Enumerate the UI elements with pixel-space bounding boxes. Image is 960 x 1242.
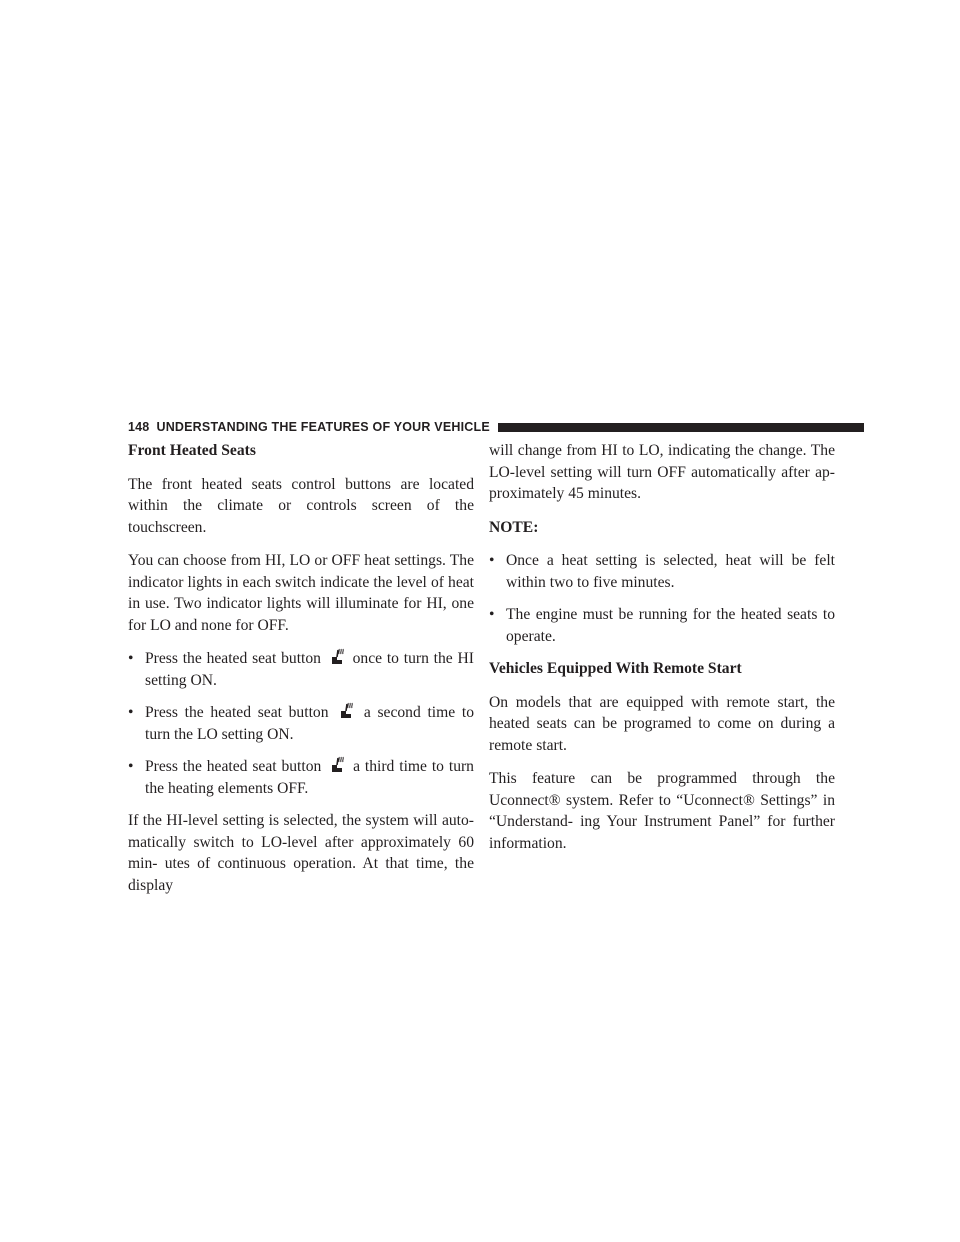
- list-item: [128, 756, 474, 799]
- bullet-text-before: Press the heated seat button: [145, 704, 329, 721]
- heated-seat-icon: [328, 648, 346, 666]
- list-item: [489, 604, 835, 647]
- left-column: [128, 440, 474, 908]
- list-item: [128, 648, 474, 691]
- bullet-icon: •: [128, 650, 134, 667]
- note-list: [489, 550, 835, 647]
- paragraph: This feature can be programmed through the Uconnect® system. Refer to “Uconnect® Settings” in “Understand- ing Your Instrument Panel” for further information.: [489, 770, 835, 852]
- right-column: [489, 440, 835, 866]
- header-rule: [498, 423, 864, 432]
- heading-remote-start: Vehicles Equipped With Remote Start: [489, 660, 742, 677]
- paragraph: You can choose from HI, LO or OFF heat settings. The indicator lights in each switch indicate the level of heat in use. Two indicator lights will illuminate for HI, one for LO and none for OFF.: [128, 552, 474, 634]
- bullet-text-after: once to turn the HI setting ON.: [145, 650, 474, 689]
- list-item: [128, 702, 474, 745]
- bullet-icon: •: [489, 606, 495, 623]
- bullet-text-before: Press the heated seat button: [145, 758, 322, 775]
- paragraph: will change from HI to LO, indicating the change. The LO-level setting will turn OFF automatically after ap- proximately 45 minutes.: [489, 442, 835, 502]
- bullet-icon: •: [128, 704, 134, 721]
- note-label: NOTE:: [489, 518, 539, 536]
- bullet-text-after: a second time to turn the LO setting ON.: [145, 704, 474, 743]
- paragraph: The front heated seats control buttons are located within the climate or controls screen of the touchscreen.: [128, 475, 474, 536]
- bullet-icon: •: [489, 552, 495, 569]
- paragraph: If the HI-level setting is selected, the system will auto- matically switch to LO-level after approximately 60 min- utes of continuous operation. At that time, the display: [128, 812, 474, 894]
- page-number: 148: [128, 420, 150, 434]
- page-header: [128, 419, 864, 435]
- paragraph: On models that are equipped with remote start, the heated seats can be programed to come on during a remote start.: [489, 693, 835, 754]
- heading-front-heated-seats: Front Heated Seats: [128, 442, 256, 459]
- list-item: [489, 550, 835, 593]
- bullet-text-after: a third time to turn the heating elements OFF.: [145, 758, 474, 797]
- bullet-text-before: Press the heated seat button: [145, 650, 321, 667]
- note-text: The engine must be running for the heated seats to operate.: [506, 606, 835, 645]
- heated-seat-icon: [337, 702, 355, 720]
- note-text: Once a heat setting is selected, heat will be felt within two to five minutes.: [506, 552, 835, 591]
- heated-seat-icon: [328, 756, 346, 774]
- bullet-list: [128, 648, 474, 799]
- section-title: UNDERSTANDING THE FEATURES OF YOUR VEHICLE: [156, 420, 490, 434]
- bullet-icon: •: [128, 758, 134, 775]
